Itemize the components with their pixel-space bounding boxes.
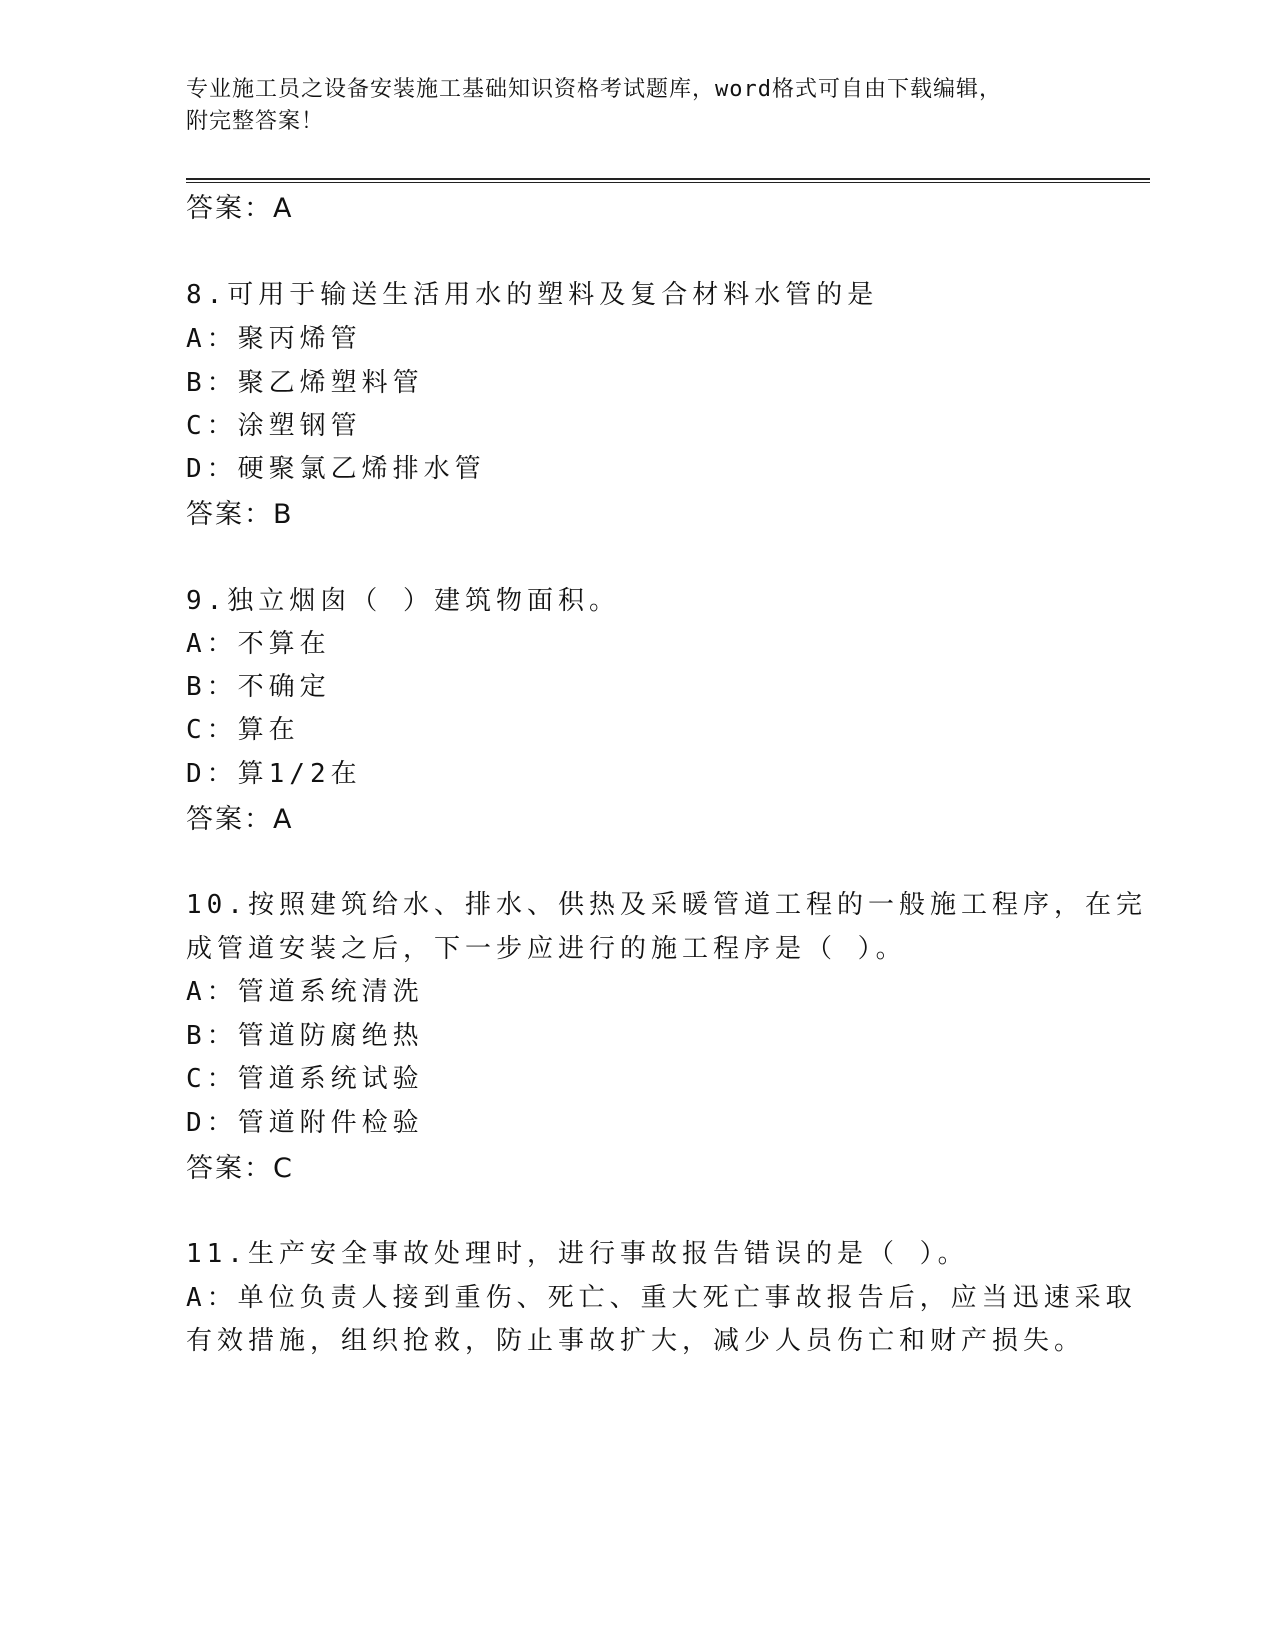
question-10-option-c: C：管道系统试验	[186, 1064, 424, 1094]
question-10-option-b: B：管道防腐绝热	[186, 1021, 424, 1051]
question-11-option-a-line-2: 有效措施，组织抢救，防止事故扩大，减少人员伤亡和财产损失。	[186, 1326, 1086, 1356]
header-line-1: 专业施工员之设备安装施工基础知识资格考试题库，word格式可自由下载编辑，	[186, 77, 1002, 102]
question-11-option-a-line-1: A：单位负责人接到重伤、死亡、重大死亡事故报告后，应当迅速采取	[186, 1283, 1137, 1313]
question-10-answer: 答案：C	[186, 1153, 294, 1184]
document-header	[186, 74, 1066, 138]
question-8-option-b: B：聚乙烯塑料管	[186, 368, 424, 398]
question-10-option-a: A：管道系统清洗	[186, 977, 424, 1007]
question-11-stem: 11.生产安全事故处理时，进行事故报告错误的是（ ）。	[186, 1239, 969, 1269]
question-9-option-b: B：不确定	[186, 672, 331, 702]
question-8-stem: 8.可用于输送生活用水的塑料及复合材料水管的是	[186, 280, 879, 310]
header-divider	[186, 178, 1150, 180]
question-8-option-d: D：硬聚氯乙烯排水管	[186, 454, 486, 484]
question-10-option-d: D：管道附件检验	[186, 1108, 424, 1138]
header-divider-thin	[186, 182, 1150, 183]
question-10-stem-line-1: 10.按照建筑给水、排水、供热及采暖管道工程的一般施工程序，在完	[186, 890, 1147, 920]
question-8-option-a: A：聚丙烯管	[186, 324, 362, 354]
question-9-option-a: A：不算在	[186, 629, 331, 659]
question-9-option-c: C：算在	[186, 715, 300, 745]
question-9-answer: 答案：A	[186, 804, 294, 835]
question-9-stem: 9.独立烟囱（ ）建筑物面积。	[186, 586, 620, 616]
header-line-2: 附完整答案！	[186, 109, 325, 134]
previous-answer: 答案：A	[186, 193, 294, 224]
question-8-answer: 答案：B	[186, 499, 294, 530]
question-9-option-d: D：算1/2在	[186, 759, 362, 789]
question-8-option-c: C：涂塑钢管	[186, 411, 362, 441]
question-10-stem-line-2: 成管道安装之后，下一步应进行的施工程序是（ ）。	[186, 934, 907, 964]
